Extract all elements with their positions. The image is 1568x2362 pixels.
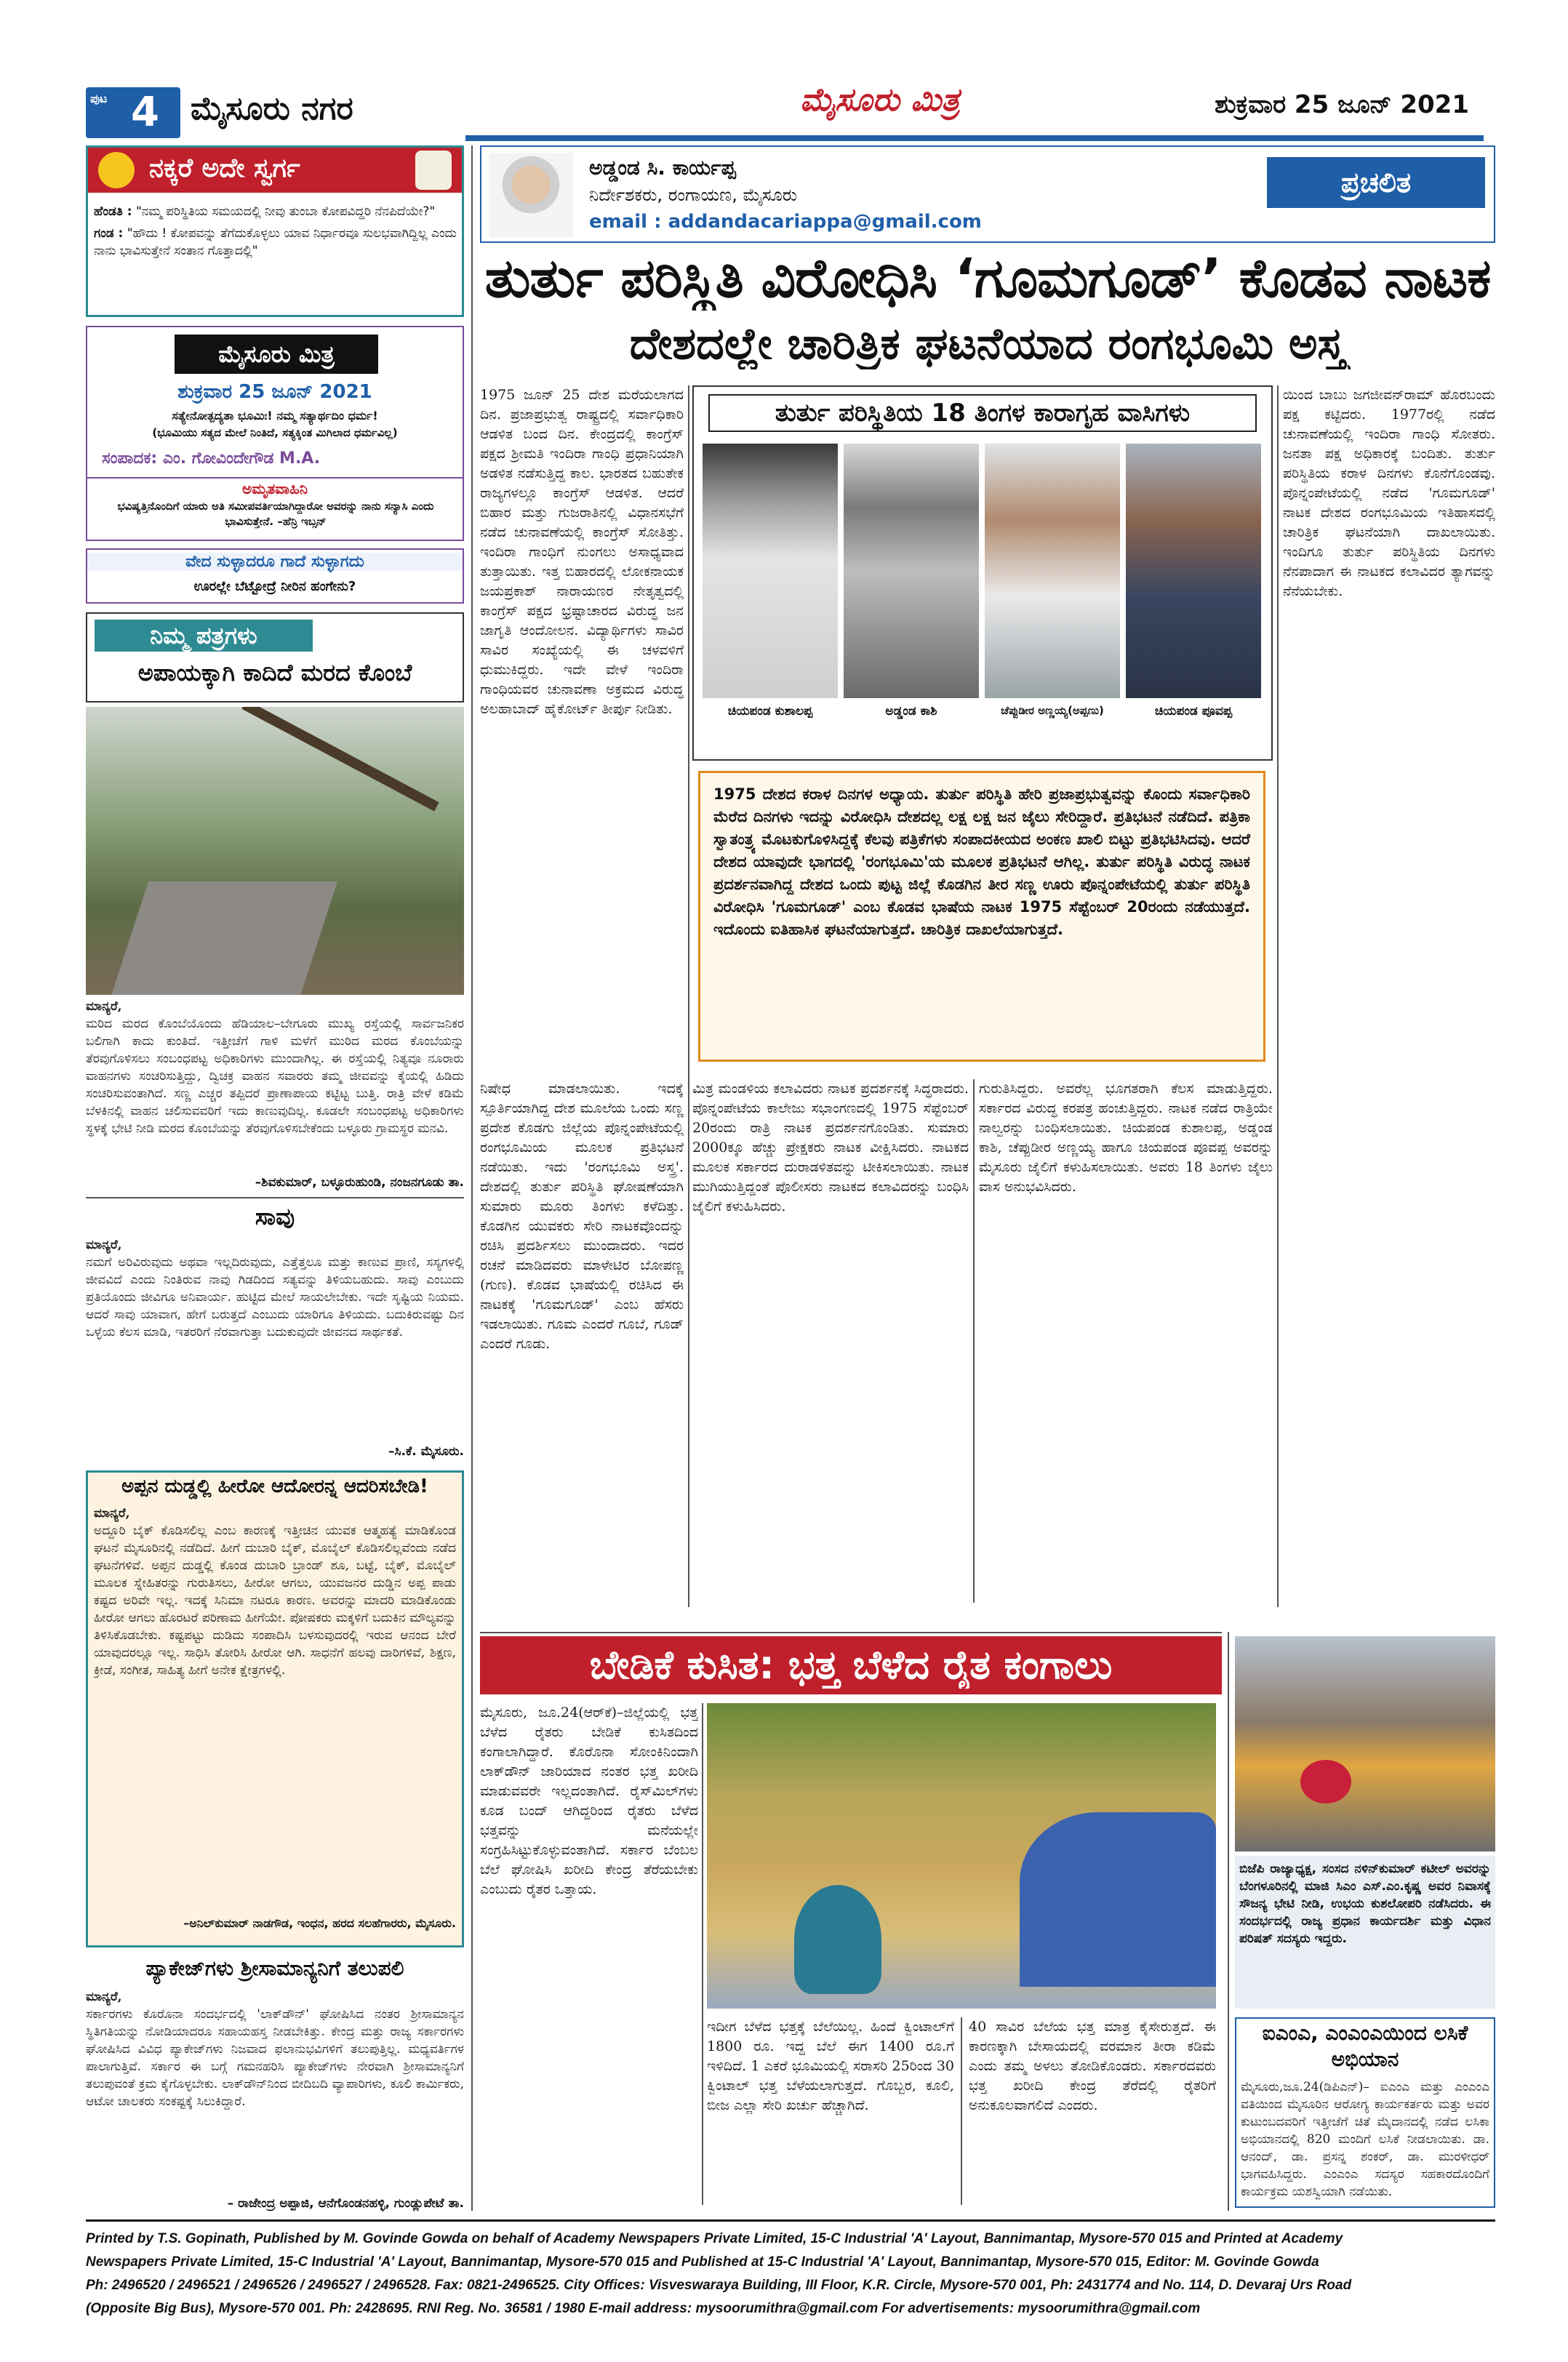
column-rule-2 [973,1079,975,1603]
letter4-salute: ಮಾನ್ಯರೆ, [86,1990,122,2004]
sidebar-divider [471,145,473,2211]
meeting-photo [1235,1636,1495,1851]
joke-title-bar [88,148,462,193]
motto-line-1: ಸತ್ಯೇನೋತ್ಪದ್ಯತಾ ಭೂಮಿಃ! ನಮ್ಮ ಸತ್ಯಾರ್ಥದಿಂ ಧರ್ಮ! [172,409,378,423]
letter-divider [86,1197,464,1198]
headline: ತುರ್ತು ಪರಿಸ್ಥಿತಿ ವಿರೋಧಿಸಿ ‘ಗೂಮಗೂಡ್’ ಕೊಡವ ನಾಟಕ [484,247,1491,310]
portrait-caption-1: ಚಿಯಪಂಡ ಕುಶಾಲಪ್ಪ [727,704,813,718]
letter1-body: ಮರಿದ ಮರದ ಕೊಂಬೆಯೊಂದು ಹೆಡಿಯಾಲ–ಬೇಗೂರು ಮುಖ್ಯ ರಸ್ತೆಯಲ್ಲಿ ಸಾರ್ವಜನಿಕರ ಬಲಿಗಾಗಿ ಕಾದು ಕುಂತಿದೆ. ಇತ್ತೀಚೆಗೆ ಗಾಳಿ ಮಳೆಗೆ ಮುರಿದ ಮರದ ಕೊಂಬೆಯನ್ನು ತೆರವುಗೊಳಿಸಲು ಸಂಬಂಧಪಟ್ಟ ಅಧಿಕಾರಿಗಳು ಮುಂದಾಗಿಲ್ಲ. ಈ ರಸ್ತೆಯಲ್ಲಿ ನಿತ್ಯವೂ ನೂರಾರು ವಾಹನಗಳು ಸಂಚರಿಸುತ್ತಿದ್ದು, ದ್ವಿಚಕ್ರ ವಾಹನ ಸವಾರರು ತಮ್ಮ ಜೀವವನ್ನು ಕೈಯಲ್ಲಿ ಹಿಡಿದು ಸಂಚರಿಸುವಂತಾಗಿದೆ. ಸಣ್ಣ ಎಚ್ಚರ ತಪ್ಪಿದರೆ ಪ್ರಾಣಾಪಾಯ ಕಟ್ಟಿಟ್ಟ ಬುತ್ತಿ. ರಾತ್ರಿ ವೇಳೆ ಕಡಿಮೆ ಬೆಳಕಿನಲ್ಲಿ ವಾಹನ ಚಲಿಸುವವರಿಗೆ ಇದು ಕಾಣುವುದಿಲ್ಲ. ಕೂಡಲೇ ಸಂಬಂಧಪಟ್ಟ ಅಧಿಕಾರಿಗಳು ಸ್ಥಳಕ್ಕೆ ಭೇಟಿ ನೀಡಿ ಮರದ ಕೊಂಬೆಯನ್ನು ತೆರವುಗೊಳಿಸಬೇಕೆಂದು ಬಳ್ಳೂರು ಗ್ರಾಮಸ್ಥರ ಮನವಿ. [86,1017,464,1136]
feature-column-3: ಮಿತ್ರ ಮಂಡಳಿಯ ಕಲಾವಿದರು ನಾಟಕ ಪ್ರದರ್ಶನಕ್ಕೆ ಸಿದ್ಧರಾದರು. ಪೊನ್ನಂಪೇಟೆಯ ಕಾಲೇಜು ಸಭಾಂಗಣದಲ್ಲಿ 1975 ಸೆಪ್ಟೆಂಬರ್ 20ರಂದು ರಾತ್ರಿ ನಾಟಕ ಪ್ರದರ್ಶನಗೊಂಡಿತು. ಸುಮಾರು 2000ಕ್ಕೂ ಹೆಚ್ಚು ಪ್ರೇಕ್ಷಕರು ನಾಟಕ ವೀಕ್ಷಿಸಿದರು. ನಾಟಕದ ಮೂಲಕ ಸರ್ಕಾರದ ದುರಾಡಳಿತವನ್ನು ಟೀಕಿಸಲಾಯಿತು. ನಾಟಕ ಮುಗಿಯುತ್ತಿದ್ದಂತೆ ಪೊಲೀಸರು ನಾಟಕದ ಕಲಾವಿದರನ್ನು ಬಂಧಿಸಿ ಜೈಲಿಗೆ ಕಳುಹಿಸಿದರು. [692,1081,969,1214]
proverb-title: ವೇದ ಸುಳ್ಳಾದರೂ ಗಾದೆ ಸುಳ್ಳಾಗದು [87,553,463,571]
vaccine-body: ಮೈಸೂರು,ಜೂ.24(ಡಿಪಿಎನ್)– ಐಎಂಎ ಮತ್ತು ಎಂಎಂಎ ವತಿಯಿಂದ ಮೈಸೂರಿನ ಆರೋಗ್ಯ ಕಾರ್ಯಕರ್ತರು ಮತ್ತು ಅವರ ಕುಟುಂಬದವರಿಗೆ ಇತ್ತೀಚೆಗೆ ಚಿತೆ ಮೈದಾನದಲ್ಲಿ ನಡೆದ ಲಸಿಕಾ ಅಭಿಯಾನದಲ್ಲಿ 820 ಮಂದಿಗೆ ಲಸಿಕೆ ನೀಡಲಾಯಿತು. ಡಾ. ಆನಂದ್, ಡಾ. ಪ್ರಸನ್ನ ಶಂಕರ್, ಡಾ. ಮುರಳೀಧರ್ ಭಾಗವಹಿಸಿದ್ದರು. ಎಂಎಂಎ ಸದಸ್ಯರ ಸಹಕಾರದೊಂದಿಗೆ ಕಾರ್ಯಕ್ರಮ ಯಶಸ್ವಿಯಾಗಿ ನಡೆಯಿತು. [1241,2080,1489,2199]
proverb-box [86,548,464,604]
page-number: 4 [131,89,159,136]
letter3-body: ಅದ್ದೂರಿ ಬೈಕ್ ಕೊಡಿಸಲಿಲ್ಲ ಎಂಬ ಕಾರಣಕ್ಕೆ ಇತ್ತೀಚಿನ ಯುವಕ ಆತ್ಮಹತ್ಯೆ ಮಾಡಿಕೊಂಡ ಘಟನೆ ಮೈಸೂರಿನಲ್ಲಿ ನಡೆದಿದೆ. ಹೀಗೆ ದುಬಾರಿ ಬೈಕ್, ಮೊಬೈಲ್ ಕೊಡಿಸಲಿಲ್ಲವೆಂದು ನಡೆದ ಘಟನೆಗಳಿವೆ. ಅಪ್ಪನ ದುಡ್ಡಲ್ಲಿ ಕೊಂಡ ದುಬಾರಿ ಬ್ರಾಂಡ್ ಶೂ, ಬಟ್ಟೆ, ಬೈಕ್, ಮೊಬೈಲ್ ಮೂಲಕ ಸ್ನೇಹಿತರನ್ನು ಗುರುತಿಸಲು, ಹೀರೋ ಆಗಲು, ಯುವಜನರ ದುಡ್ಡಿನ ಅಪ್ಪ ಪಾಡು ಕಷ್ಟದ ಅರಿವೇ ಇಲ್ಲ. ಇದಕ್ಕೆ ಸಿನಿಮಾ ನಟರೂ ಕಾರಣ. ಅವರನ್ನು ಮಾದರಿ ಮಾಡಿಕೊಂಡು ಹೀರೋ ಆಗಲು ಹೊರಟರೆ ಪರಿಣಾಮ ಹೀಗೆಯೇ. ಪೋಷಕರು ಮಕ್ಕಳಿಗೆ ಬದುಕಿನ ಮೌಲ್ಯವನ್ನು ತಿಳಿಸಿಕೊಡಬೇಕು. ಕಷ್ಟಪಟ್ಟು ದುಡಿದು ಸಂಪಾದಿಸಿ ಬಳಸುವುದರಲ್ಲಿ ಇರುವ ಆನಂದ ಬೇರೆ ಯಾವುದರಲ್ಲೂ ಇಲ್ಲ. ಸಾಧಿಸಿ ತೋರಿಸಿ ಹೀರೋ ಆಗಿ. ಸಾಧನೆಗೆ ಹಲವು ದಾರಿಗಳಿವೆ, ಶಿಕ್ಷಣ, ಕ್ರೀಡೆ, ಸಂಗೀತ, ಸಾಹಿತ್ಯ ಹೀಗೆ ಅನೇಕ ಕ್ಷೇತ್ರಗಳಲ್ಲಿ. [94,1524,456,1678]
letter4-text [86,1988,464,2192]
farmer-column-3: 40 ಸಾವಿರ ಬೆಲೆಯ ಭತ್ತ ಮಾತ್ರ ಕೈಸೇರುತ್ತದೆ. ಈ ಕಾರಣಕ್ಕಾಗಿ ಬೇಸಾಯದಲ್ಲಿ ವರಮಾನ ತೀರಾ ಕಡಿಮೆ ಎಂದು ತಮ್ಮ ಅಳಲು ತೋಡಿಕೊಂಡರು. ಸರ್ಕಾರದವರು ಭತ್ತ ಖರೀದಿ ಕೇಂದ್ರ ತೆರೆದಲ್ಲಿ ರೈತರಿಗೆ ಅನುಕೂಲವಾಗಲಿದೆ ಎಂದರು. [969,2019,1216,2113]
vaccine-box [1235,2017,1495,2208]
farmer-headline-bar [480,1636,1222,1694]
proverb-text: ಊರಲ್ಲೇ ಬೆಟ್ಟೋದ್ರೆ ನೀರಿನ ಹಂಗೇನು? [193,579,356,594]
flower-bouquet [1300,1760,1351,1803]
letter2-text [86,1236,464,1440]
imprint-line-3: Ph: 2496520 / 2496521 / 2496526 / 2496527 / 2496528. Fax: 0821-2496525. City Offices: Visveswaraya Building, III Floor, K.R. Circle, Mysore-570 001, Ph: 2431774 and No. 114, D. Devaraj Urs Road [86,2278,1352,2293]
joke-q-label: ಹೆಂಡತಿ : [94,204,132,219]
farmer-story [480,1636,1222,2211]
letters-banner-label: ನಿಮ್ಮ ಪತ್ರಗಳು [95,620,313,652]
quote-box [698,771,1265,1062]
joke-answer: "ಹೌದು ! ಕೋಪವನ್ನು ತೆಗೆದುಕೊಳ್ಳಲು ಯಾವ ನಿರ್ಧಾರವೂ ಸುಲಭವಾಗಿದ್ದಿಲ್ಲ ಎಂದು ನಾನು ಭಾವಿಸುತ್ತೇನೆ ಸಂತಾನ ಗೊತ್ತಾದಲ್ಲಿ" [94,226,457,258]
author-email: email : addandacariappa@gmail.com [589,211,982,233]
imprint-footer [86,2219,1495,2329]
letter3-title: ಅಪ್ಪನ ದುಡ್ಡಲ್ಲಿ ಹೀರೋ ಆದೋರನ್ನ ಆದರಿಸಬೇಡಿ! [121,1476,428,1497]
page-label: ಪುಟ [90,92,108,105]
farmer-column-2: ಇದೀಗ ಬೆಳೆದ ಭತ್ತಕ್ಕೆ ಬೆಲೆಯಿಲ್ಲ. ಹಿಂದೆ ಕ್ವಿಂಟಾಲ್‌ಗೆ 1800 ರೂ. ಇದ್ದ ಬೆಲೆ ಈಗ 1400 ರೂ.ಗೆ ಇಳಿದಿದೆ. 1 ಎಕರೆ ಭೂಮಿಯಲ್ಲಿ ಸರಾಸರಿ 25ರಿಂದ 30 ಕ್ವಿಂಟಾಲ್ ಭತ್ತ ಬೆಳೆಯಲಾಗುತ್ತದೆ. ಗೊಬ್ಬರ, ಕೂಲಿ, ಬೀಜ ಎಲ್ಲಾ ಸೇರಿ ಖರ್ಚು ಹೆಚ್ಚಾಗಿದೆ. [707,2019,954,2113]
author-strip [480,145,1495,243]
feature-column-5: ಯಿಂದ ಬಾಬು ಜಗಜೀವನ್‌ರಾಮ್ ಹೊರಬಂದು ಪಕ್ಷ ಕಟ್ಟಿದರು. 1977ರಲ್ಲಿ ನಡೆದ ಚುನಾವಣೆಯಲ್ಲಿ ಇಂದಿರಾ ಗಾಂಧಿ ಸೋತರು. ಜನತಾ ಪಕ್ಷ ಅಧಿಕಾರಕ್ಕೆ ಬಂದಿತು. ತುರ್ತು ಪರಿಸ್ಥಿತಿಯ ಕರಾಳ ದಿನಗಳು ಕೊನೆಗೊಂಡವು. ಪೊನ್ನಂಪೇಟೆಯಲ್ಲಿ ನಡೆದ 'ಗೂಮಗೂಡ್' ನಾಟಕ ದೇಶದ ರಂಗಭೂಮಿಯ ಇತಿಹಾಸದಲ್ಲಿ ಚಾರಿತ್ರಿಕ ಘಟನೆಯಾಗಿ ದಾಖಲಾಯಿತು. ಇಂದಿಗೂ ತುರ್ತು ಪರಿಸ್ಥಿತಿಯ ದಿನಗಳು ನೆನಪಾದಾಗ ಈ ನಾಟಕದ ಕಲಾವಿದರ ತ್ಯಾಗವನ್ನು ನೆನೆಯಬೇಕು. [1283,387,1495,599]
feature-column-6 [1283,1079,1495,1603]
amrutha-text: ಭವಿಷ್ಯತ್ತಿನೊಂದಿಗೆ ಯಾರು ಅತಿ ಸಮೀಪವರ್ತಿಯಾಗಿದ್ದಾರೋ ಅವರನ್ನು ನಾನು ಸನ್ಯಾಸಿ ಎಂದು ಭಾವಿಸುತ್ತೇನೆ. –ಹೆನ್ರಿ ಇಬ್ಸನ್ [117,500,434,528]
cartoon-icon [415,151,452,190]
letter1-salute: ಮಾನ್ಯರೆ, [86,999,122,1014]
vaccine-title: ಐಎಂಎ, ಎಂಎಂಎಯಿಂದ ಲಸಿಕೆ ಅಭಿಯಾನ [1262,2021,1468,2071]
feature-article [480,145,1495,1629]
author-photo [489,153,573,237]
issue-date: ಶುಕ್ರವಾರ 25 ಜೂನ್ 2021 [1215,90,1469,119]
page-number-badge [86,87,180,138]
letter2-body: ನಮಗೆ ಅರಿವಿರುವುದು ಅಥವಾ ಇಲ್ಲದಿರುವುದು, ಎತ್ತೆತ್ತಲೂ ಮತ್ತು ಕಾಣುವ ಪ್ರಾಣಿ, ಸಸ್ಯಗಳಲ್ಲಿ ಜೀವವಿದೆ ಎಂದು ನಿಂತಿರುವ ನಾವು ಗಿಡದಿಂದ ಸತ್ಯವನ್ನು ತಿಳಿಯಬಹುದು. ಸಾವು ಎಂಬುದು ಪ್ರತಿಯೊಂದು ಜೀವಿಗೂ ಅನಿವಾರ್ಯ. ಹುಟ್ಟಿದ ಮೇಲೆ ಸಾಯಲೇಬೇಕು. ಇದೇ ಸೃಷ್ಟಿಯ ನಿಯಮ. ಆದರೆ ಸಾವು ಯಾವಾಗ, ಹೇಗೆ ಬರುತ್ತದೆ ಎಂಬುದು ಯಾರಿಗೂ ತಿಳಿಯದು. ಬದುಕಿರುವಷ್ಟು ದಿನ ಒಳ್ಳೆಯ ಕೆಲಸ ಮಾಡಿ, ಇತರರಿಗೆ ನೆರವಾಗುತ್ತಾ ಬದುಕುವುದೇ ಜೀವನದ ಸಾರ್ಥಕತೆ. [86,1255,464,1340]
road [111,881,337,995]
imprint-line-1: Printed by T.S. Gopinath, Published by M. Govinde Gowda on behalf of Academy Newspapers Private Limited, 15-C Industrial 'A' Layout, Bannimantap, Mysore-570 015 and Printed at Academy [86,2231,1343,2246]
farmer-figure [794,1885,881,1994]
blue-tarp [1020,1812,1216,1987]
farmer-column-rule-1 [702,1703,703,2205]
joke-question: "ನಮ್ಮ ಪರಿಸ್ಥಿತಿಯ ಸಮಯದಲ್ಲಿ ನೀವು ತುಂಬಾ ಕೋಪವಿದ್ದರಿ ನೆನಪಿದೆಯೇ?" [135,204,436,219]
portrait-4 [1126,444,1261,698]
portrait-1 [703,444,838,698]
photo-panel-banner: ತುರ್ತು ಪರಿಸ್ಥಿತಿಯ 18 ತಿಂಗಳ ಕಾರಾಗೃಹ ವಾಸಿಗಳು [708,394,1257,432]
farmer-column-1: ಮೈಸೂರು, ಜೂ.24(ಆರ್‌ಕೆ)–ಜಿಲ್ಲೆಯಲ್ಲಿ ಭತ್ತ ಬೆಳೆದ ರೈತರು ಬೇಡಿಕೆ ಕುಸಿತದಿಂದ ಕಂಗಾಲಾಗಿದ್ದಾರೆ. ಕೊರೊನಾ ಸೋಂಕಿನಿಂದಾಗಿ ಲಾಕ್‌ಡೌನ್ ಜಾರಿಯಾದ ನಂತರ ಭತ್ತ ಖರೀದಿ ಮಾಡುವವರೇ ಇಲ್ಲದಂತಾಗಿದೆ. ರೈಸ್‌ಮಿಲ್‌ಗಳು ಕೂಡ ಬಂದ್ ಆಗಿದ್ದರಿಂದ ರೈತರು ಬೆಳೆದ ಭತ್ತವನ್ನು ಮನೆಯಲ್ಲೇ ಸಂಗ್ರಹಿಸಿಟ್ಟುಕೊಳ್ಳುವಂತಾಗಿದೆ. ಸರ್ಕಾರ ಬೆಂಬಲ ಬೆಲೆ ಘೋಷಿಸಿ ಖರೀದಿ ಕೇಂದ್ರ ತೆರೆಯಬೇಕು ಎಂಬುದು ರೈತರ ಒತ್ತಾಯ. [480,1705,698,1897]
letter3-box [86,1470,464,1947]
section-title: ಮೈಸೂರು ನಗರ [191,90,353,127]
joke-box [86,145,464,317]
letter2-title: ಸಾವು [255,1203,295,1230]
photo-panel [692,385,1273,761]
section-tag: ಪ್ರಚಲಿತ [1267,157,1485,208]
letters-banner [86,612,464,702]
author-name: ಅಡ್ಡಂಡ ಸಿ. ಕಾರ್ಯಪ್ಪ [589,156,736,180]
portrait-caption-4: ಚಿಯಪಂಡ ಪೂವಪ್ಪ [1154,704,1233,718]
letter4-title: ಪ್ಯಾಕೇಜ್‌ಗಳು ಶ್ರೀಸಾಮಾನ್ಯನಿಗೆ ತಲುಪಲಿ [145,1956,404,1980]
column-rule-3 [1277,385,1279,1607]
letter2-signature: –ಸಿ.ಕೆ. ಮೈಸೂರು. [388,1444,464,1459]
sidebar-logo: ಮೈಸೂರು ಮಿತ್ರ [175,335,378,374]
portrait-2 [844,444,979,698]
letter2-salute: ಮಾನ್ಯರೆ, [86,1238,122,1252]
masthead-logo: ಮೈಸೂರು ಮಿತ್ರ [800,81,960,119]
portrait-caption-2: ಅಡ್ಡಂಡ ಕಾಶಿ [885,704,937,718]
letter3-text [94,1505,456,1909]
letter3-signature: –ಅನಿಲ್‌ಕುಮಾರ್ ನಾಡಗೌಡ, ಇಂಧನ, ಹರದ ಸಲಹೆಗಾರರು, ಮೈಸೂರು. [183,1916,456,1930]
tree-branch-photo [86,707,464,995]
subheadline: ದೇಶದಲ್ಲೇ ಚಾರಿತ್ರಿಕ ಘಟನೆಯಾದ ರಂಗಭೂಮಿ ಅಸ್ತ್ರ [629,319,1346,369]
imprint-line-4: (Opposite Big Bus), Mysore-570 001. Ph: 2428695. RNI Reg. No. 36581 / 1980 E-mail address: mysoorumithra@gmail.com For advertisements: mysoorumithra@gmail.com [86,2301,1201,2316]
editor-line [102,449,320,468]
letter1-signature: –ಶಿವಕುಮಾರ್, ಬಳ್ಳೂರುಹುಂಡಿ, ನಂಜನಗೂಡು ತಾ. [255,1175,464,1190]
editor-label: ಸಂಪಾದಕ: [102,449,158,468]
feature-column-1: 1975 ಜೂನ್ 25 ದೇಶ ಮರೆಯಲಾಗದ ದಿನ. ಪ್ರಜಾಪ್ರಭುತ್ವ ರಾಷ್ಟ್ರದಲ್ಲಿ ಸರ್ವಾಧಿಕಾರಿ ಆಡಳಿತ ಬಂದ ದಿನ. ಕೇಂದ್ರದಲ್ಲಿ ಕಾಂಗ್ರೆಸ್ ಪಕ್ಷದ ಶ್ರೀಮತಿ ಇಂದಿರಾ ಗಾಂಧಿ ಪ್ರಧಾನಿಯಾಗಿ ಅಡಳಿತ ನಡೆಸುತ್ತಿದ್ದ ಕಾಲ. ಭಾರತದ ಬಹುತೇಕ ರಾಜ್ಯಗಳಲ್ಲೂ ಕಾಂಗ್ರೆಸ್ ಆಡಳಿತ. ಆದರೆ ಬಿಹಾರ ಮತ್ತು ಗುಜರಾತಿನಲ್ಲಿ ವಿಧಾನಸಭೆಗೆ ನಡೆದ ಚುನಾವಣೆಯಲ್ಲಿ ಕಾಂಗ್ರೆಸ್ ಸೋತಿತ್ತು. ಇಂದಿರಾ ಗಾಂಧಿಗೆ ನುಂಗಲು ಅಸಾಧ್ಯವಾದ ತುತ್ತಾಯಿತು. ಇತ್ತ ಬಿಹಾರದಲ್ಲಿ ಲೋಕನಾಯಕ ಜಯಪ್ರಕಾಶ್ ನಾರಾಯಣರ ನೇತೃತ್ವದಲ್ಲಿ ಕಾಂಗ್ರೆಸ್ ಪಕ್ಷದ ಭ್ರಷ್ಟಾಚಾರದ ವಿರುದ್ಧ ಜನ ಜಾಗೃತಿ ಆಂದೋಲನ. ವಿದ್ಯಾರ್ಥಿಗಳು ಸಾವಿರ ಸಾವಿರ ಸಂಖ್ಯೆಯಲ್ಲಿ ಈ ಚಳವಳಿಗೆ ಧುಮುಕಿದ್ದರು. ಇದೇ ವೇಳೆ ಇಂದಿರಾ ಗಾಂಧಿಯವರ ಚುನಾವಣಾ ಅಕ್ರಮದ ವಿರುದ್ಧ ಅಲಹಾಬಾದ್ ಹೈಕೋರ್ಟ್ ತೀರ್ಪು ನೀಡಿತು. [480,387,684,717]
farmer-column-rule-2 [961,2017,962,2205]
imprint-line-2: Newspapers Private Limited, 15-C Industrial 'A' Layout, Bannimantap, Mysore-570 015 and Published at 15-C Industrial 'A' Layout, Bannimantap, Mysore-570 015, Editor: M. Govinde Gowda [86,2254,1319,2270]
fallen-branch [241,707,439,812]
joke-a-label: ಗಂಡ : [94,226,124,241]
portrait-caption-3: ಚೆಪ್ಪುಡೀರ ಅಣ್ಣಯ್ಯ(ಅಪ್ಪಣು) [1001,704,1104,717]
masthead-rule [465,135,1484,141]
letter4-signature: – ರಾಜೇಂದ್ರ ಅಪ್ಪಾಜಿ, ಆನೆಗೊಂಡನಹಳ್ಳಿ, ಗುಂಡ್ಲುಪೇಟೆ ತಾ. [227,2196,464,2211]
right-bottom-divider [1228,1632,1229,2211]
letter4-body: ಸರ್ಕಾರಗಳು ಕೊರೊನಾ ಸಂದರ್ಭದಲ್ಲಿ 'ಲಾಕ್‌ಡೌನ್' ಘೋಷಿಸಿದ ನಂತರ ಶ್ರೀಸಾಮಾನ್ಯನ ಸ್ಥಿತಿಗತಿಯನ್ನು ನೋಡಿಯಾದರೂ ಸಹಾಯಹಸ್ತ ನೀಡಬೇಕಿತ್ತು. ಕೇಂದ್ರ ಮತ್ತು ರಾಜ್ಯ ಸರ್ಕಾರಗಳು ಘೋಷಿಸಿದ ವಿವಿಧ ಪ್ಯಾಕೇಜ್‌ಗಳು ನಿಜವಾದ ಫಲಾನುಭವಿಗಳಿಗೆ ತಲುಪುತ್ತಿಲ್ಲ. ಮಧ್ಯವರ್ತಿಗಳ ಪಾಲಾಗುತ್ತಿವೆ. ಸರ್ಕಾರ ಈ ಬಗ್ಗೆ ಗಮನಹರಿಸಿ ಪ್ಯಾಕೇಜ್‌ಗಳು ನೇರವಾಗಿ ಶ್ರೀಸಾಮಾನ್ಯನಿಗೆ ತಲುಪುವಂತೆ ಕ್ರಮ ಕೈಗೊಳ್ಳಬೇಕು. ಲಾಕ್‌ಡೌನ್‌ನಿಂದ ಬೀದಿಬದಿ ವ್ಯಾಪಾರಿಗಳು, ಕೂಲಿ ಕಾರ್ಮಿಕರು, ಆಟೋ ಚಾಲಕರು ಸಂಕಷ್ಟಕ್ಕೆ ಸಿಲುಕಿದ್ದಾರೆ. [86,2007,464,2109]
right-bottom [1235,1636,1495,2211]
feature-column-4: ಗುರುತಿಸಿದ್ದರು. ಅವರೆಲ್ಲ ಭೂಗತರಾಗಿ ಕೆಲಸ ಮಾಡುತ್ತಿದ್ದರು. ಸರ್ಕಾರದ ವಿರುದ್ಧ ಕರಪತ್ರ ಹಂಚುತ್ತಿದ್ದರು. ನಾಟಕ ನಡೆದ ರಾತ್ರಿಯೇ ನಾಲ್ವರನ್ನು ಬಂಧಿಸಲಾಯಿತು. ಚಿಯಪಂಡ ಕುಶಾಲಪ್ಪ, ಅಡ್ಡಂಡ ಕಾಶಿ, ಚೆಪ್ಪುಡೀರ ಅಣ್ಣಯ್ಯ ಹಾಗೂ ಚಿಯಪಂಡ ಪೂವಪ್ಪ ಅವರನ್ನು ಮೈಸೂರು ಜೈಲಿಗೆ ಕಳುಹಿಸಲಾಯಿತು. ಅವರು 18 ತಿಂಗಳು ಜೈಲು ವಾಸ ಅನುಭವಿಸಿದರು. [979,1081,1273,1195]
portrait-3 [985,444,1120,698]
editorial-box [86,326,464,541]
paddy-farmer-photo [707,1703,1216,2009]
amrutha-title: ಅಮೃತವಾಹಿನಿ [87,477,463,497]
joke-title: ನಕ್ಕರೆ ಅದೇ ಸ್ವರ್ಗ [149,153,300,183]
editor-name: ಎಂ. ಗೋವಿಂದೇಗೌಡ M.A. [162,449,321,468]
farmer-headline: ಬೇಡಿಕೆ ಕುಸಿತ: ಭತ್ತ ಬೆಳೆದ ರೈತ ಕಂಗಾಲು [589,1642,1113,1688]
quote-text: 1975 ದೇಶದ ಕರಾಳ ದಿನಗಳ ಅಧ್ಯಾಯ. ತುರ್ತು ಪರಿಸ್ಥಿತಿ ಹೇರಿ ಪ್ರಜಾಪ್ರಭುತ್ವವನ್ನು ಕೊಂದು ಸರ್ವಾಧಿಕಾರಿ ಮೆರೆದ ದಿನಗಳು ಇದನ್ನು ವಿರೋಧಿಸಿ ದೇಶದಲ್ಲ ಲಕ್ಷ ಲಕ್ಷ ಜನ ಜೈಲು ಸೇರಿದ್ದಾರೆ. ಪ್ರತಿಭಟನೆ ನಡೆದಿದೆ. ಪತ್ರಿಕಾ ಸ್ವಾತಂತ್ರ್ಯ ಮೊಟಕುಗೊಳಿಸಿದ್ದಕ್ಕೆ ಕೆಲವು ಪತ್ರಿಕೆಗಳು ಸಂಪಾದಕೀಯದ ಅಂಕಣ ಖಾಲಿ ಬಿಟ್ಟು ಪ್ರತಿಭಟಿಸಿದವು. ಆದರೆ ದೇಶದ ಯಾವುದೇ ಭಾಗದಲ್ಲಿ 'ರಂಗಭೂಮಿ'ಯ ಮೂಲಕ ಪ್ರತಿಭಟನೆ ಆಗಿಲ್ಲ. ತುರ್ತು ಪರಿಸ್ಥಿತಿ ವಿರುದ್ಧ ನಾಟಕ ಪ್ರದರ್ಶನವಾಗಿದ್ದ ದೇಶದ ಒಂದು ಪುಟ್ಟ ಜಿಲ್ಲೆ ಕೊಡಗಿನ ತೀರ ಸಣ್ಣ ಊರು ಪೊನ್ನಂಪೇಟೆಯಲ್ಲಿ ತುರ್ತು ಪರಿಸ್ಥಿತಿ ವಿರೋಧಿಸಿ 'ಗೂಮಗೂಡ್' ಎಂಬ ಕೊಡವ ಭಾಷೆಯ ನಾಟಕ 1975 ಸೆಪ್ಟೆಂಬರ್ 20ರಂದು ನಡೆಯುತ್ತದೆ. ಇದೊಂದು ಐತಿಹಾಸಿಕ ಘಟನೆಯಾಗುತ್ತದೆ. ಚಾರಿತ್ರಿಕ ದಾಖಲೆಯಾಗುತ್ತದೆ. [713,785,1250,938]
author-role: ನಿರ್ದೇಶಕರು, ರಂಗಾಯಣ, ಮೈಸೂರು [589,185,798,205]
sidebar [86,145,464,2211]
letter3-salute: ಮಾನ್ಯರೆ, [94,1506,130,1521]
letter1-title: ಅಪಾಯಕ್ಕಾಗಿ ಕಾದಿದೆ ಮರದ ಕೊಂಬೆ [137,659,412,686]
meeting-caption: ಬಿಜೆಪಿ ರಾಜ್ಯಾಧ್ಯಕ್ಷ, ಸಂಸದ ನಳಿನ್‌ಕುಮಾರ್ ಕಟೀಲ್ ಅವರನ್ನು ಬೆಂಗಳೂರಿನಲ್ಲಿ ಮಾಜಿ ಸಿಎಂ ಎಸ್.ಎಂ.ಕೃಷ್ಣ ಅವರ ನಿವಾಸಕ್ಕೆ ಸೌಜನ್ಯ ಭೇಟಿ ನೀಡಿ, ಉಭಯ ಕುಶಲೋಪರಿ ನಡೆಸಿದರು. ಈ ಸಂದರ್ಭದಲ್ಲಿ ರಾಜ್ಯ ಪ್ರಧಾನ ಕಾರ್ಯದರ್ಶಿ ಮತ್ತು ವಿಧಾನ ಪರಿಷತ್ ಸದಸ್ಯರು ಇದ್ದರು. [1235,1856,1495,2009]
laughing-face-icon [98,152,135,188]
column-rule-1 [688,385,689,1607]
motto-line-2: (ಭೂಮಿಯು ಸತ್ಯದ ಮೇಲೆ ನಿಂತಿದೆ, ಸತ್ಯಕ್ಕಿಂತ ಮಿಗಿಲಾದ ಧರ್ಮವಿಲ್ಲ) [152,426,398,439]
letter1-text [86,998,464,1169]
joke-body [94,203,457,260]
masthead [0,0,1568,145]
farmer-top-rule [480,1632,1222,1633]
feature-column-2: ನಿಷೇಧ ಮಾಡಲಾಯಿತು. ಇದಕ್ಕೆ ಸ್ಪೂರ್ತಿಯಾಗಿದ್ದ ದೇಶ ಮೂಲೆಯ ಒಂದು ಸಣ್ಣ ಪ್ರದೇಶ ಕೊಡಗು ಜಿಲ್ಲೆಯ ಪೊನ್ನಂಪೇಟೆಯಲ್ಲಿ ರಂಗಭೂಮಿಯ ಮೂಲಕ ಪ್ರತಿಭಟನೆ ನಡೆಯಿತು. ಇದು 'ರಂಗಭೂಮಿ ಅಸ್ತ್ರ'. ದೇಶದಲ್ಲಿ ತುರ್ತು ಪರಿಸ್ಥಿತಿ ಘೋಷಣೆಯಾಗಿ ಸುಮಾರು ಮೂರು ತಿಂಗಳು ಕಳೆದಿತ್ತು. ಕೊಡಗಿನ ಯುವಕರು ಸೇರಿ ನಾಟಕವೊಂದನ್ನು ರಚಿಸಿ ಪ್ರದರ್ಶಿಸಲು ಮುಂದಾದರು. ಇದರ ರಚನೆ ಮಾಡಿದವರು ಮಾಳೇಟಿರ ಬೋಪಣ್ಣ (ಗುಣ). ಕೊಡವ ಭಾಷೆಯಲ್ಲಿ ರಚಿಸಿದ ಈ ನಾಟಕಕ್ಕೆ 'ಗೂಮಗೂಡ್' ಎಂಬ ಹೆಸರು ಇಡಲಾಯಿತು. ಗೂಮ ಎಂದರೆ ಗೂಬೆ, ಗೂಡ್ ಎಂದರೆ ಗೂಡು. [480,1081,684,1352]
sidebar-date: ಶುಕ್ರವಾರ 25 ಜೂನ್ 2021 [177,381,372,403]
